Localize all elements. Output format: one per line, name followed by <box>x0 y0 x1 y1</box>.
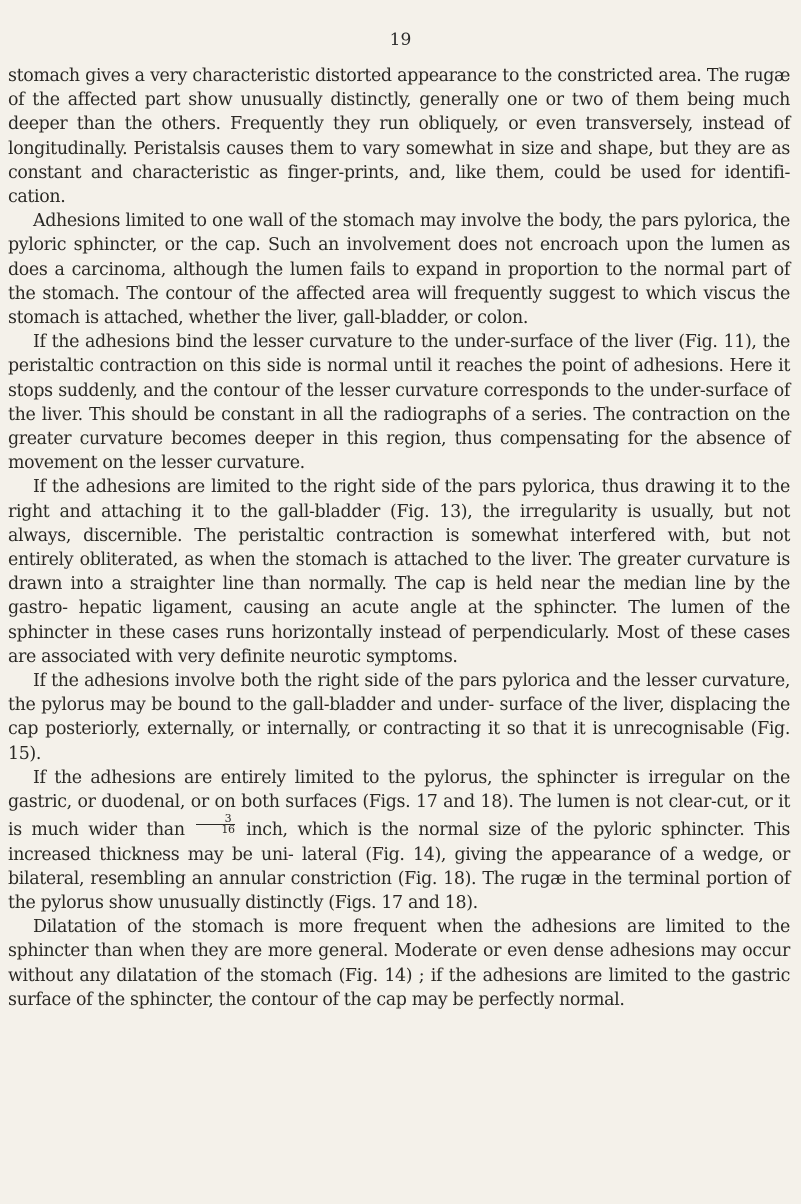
page-number: 19 <box>389 30 412 50</box>
fraction-three-sixteenths <box>196 814 234 835</box>
paragraph-both-sides: If the adhesions involve both the right side of the pars pylorica and the lesser curvature, the pylorus may be bound to the gall-bladder and under- surface of the liver, displacing the cap posteriorly, externally, or internally, or contracting it so that it is unrecognisable (Fig. 15). <box>8 671 790 764</box>
paragraph-stomach-appearance: stomach gives a very characteristic distorted appearance to the constricted area. The rugæ of the affected part show unusually distinctly, generally one or two of them being much deeper than the others. Frequently they run obliquely, or even transversely, instead of longitudinally. Peristalsis causes them to vary somewhat in size and shape, but they are as constant and characteristic as finger-prints, and, like them, could be used for identifi- cation. <box>8 66 790 208</box>
fraction-denominator: 16 <box>221 823 235 837</box>
paragraph-lesser-curvature: If the adhesions bind the lesser curvature to the under-surface of the liver (Fig. 11), the peristaltic contraction on this side is normal until it reaches the point of adhesions. Here it stops suddenly, and the contour of the lesser curvature corresponds to the under-surface of the liver. This should be constant in all the radiographs of a series. The contraction on the greater curvature becomes deeper in this region, thus compensating for the absence of movement on the lesser curvature. <box>8 332 790 474</box>
paragraph-pars-pylorica: If the adhesions are limited to the right side of the pars pylorica, thus drawing it to the right and attaching it to the gall-bladder (Fig. 13), the irregularity is usually, but not always, discernible. The peristaltic contraction is somewhat interfered with, but not entirely obliterated, as when the stomach is attached to the liver. The greater curvature is drawn into a straighter line than normally. The cap is held near the median line by the gastro- hepatic ligament, causing an acute angle at the sphincter. The lumen of the sphincter in these cases runs horizontally instead of perpendicularly. Most of these cases are associated with very definite neurotic symptoms. <box>8 477 790 667</box>
paragraph-adhesions-one-wall: Adhesions limited to one wall of the stomach may involve the body, the pars pylorica, the pyloric sphincter, or the cap. Such an involvement does not encroach upon the lumen as does a carcinoma, although the lumen fails to expand in proportion to the normal part of the stomach. The contour of the affected area will frequently suggest to which viscus the stomach is attached, whether the liver, gall-bladder, or colon. <box>8 211 790 329</box>
paragraph-dilatation: Dilatation of the stomach is more frequent when the adhesions are limited to the sphincter than when they are more general. Moderate or even dense adhesions may occur without any dilatation of the stomach (Fig. 14) ; if the adhesions are limited to the gastric surface of the sphincter, the contour of the cap may be perfectly normal. <box>8 917 790 1010</box>
paragraph-pylorus-limited <box>8 766 790 915</box>
paragraph-pylorus-text-before: If the adhesions are entirely limited to the pylorus, the sphincter is irregular on the gastric, or duodenal, or on both surfaces (Figs. 17 and 18). The lumen is not clear-cut, or it is much wider than <box>8 767 790 841</box>
body-text <box>8 64 790 1012</box>
paragraph-pylorus-text-after: inch, which is the normal size of the pyloric sphincter. This increased thickness may be uni- lateral (Fig. 14), giving the appearance of a wedge, or bilateral, resembling an annular constriction (Fig. 18). The rugæ in the terminal portion of the pylorus show unusually distinctly (Figs. 17 and 18). <box>8 820 790 913</box>
fraction-numerator: 3 <box>196 814 234 825</box>
